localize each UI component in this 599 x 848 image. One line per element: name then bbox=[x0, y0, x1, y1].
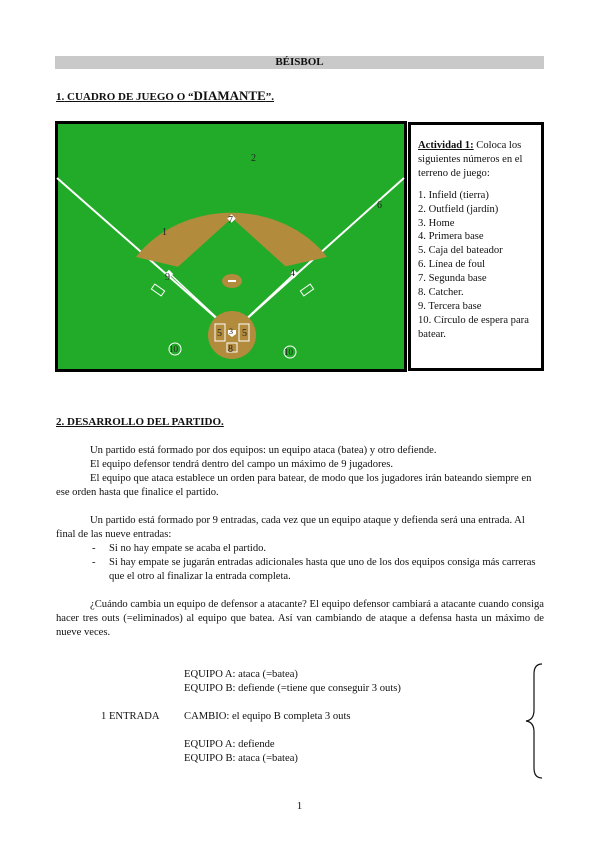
label-catcher: 8 bbox=[228, 344, 233, 355]
label-infield: 1 bbox=[162, 227, 167, 238]
activity-item: 9. Tercera base bbox=[418, 300, 482, 312]
paragraph-3: El equipo que ataca establece un orden para batear, de modo que los jugadores irán bateando siempre en ese orden hasta que finalice el partido. bbox=[56, 473, 532, 498]
bullet-dash: - bbox=[92, 557, 96, 568]
label-third-base: 9 bbox=[165, 272, 170, 283]
curly-brace bbox=[522, 662, 546, 780]
label-on-deck-left: 10 bbox=[169, 344, 178, 354]
bullet-text: Si no hay empate se acaba el partido. bbox=[109, 543, 267, 554]
activity-list bbox=[418, 189, 536, 342]
label-batter-box-right: 5 bbox=[242, 328, 247, 339]
bullet-dash: - bbox=[92, 543, 96, 554]
section-1-text: CUADRO DE JUEGO O “ bbox=[64, 91, 194, 103]
page-number: 1 bbox=[296, 800, 303, 812]
label-foul-line: 6 bbox=[377, 200, 382, 211]
scheme-line-2: EQUIPO B: defiende (=tiene que conseguir 3 outs) bbox=[184, 683, 401, 694]
paragraph-5: ¿Cuándo cambia un equipo de defensor a atacante? El equipo defensor cambiará a atacante cuando consiga hacer tres outs (=eliminados) al equipo que batea. Así van cambiando de ataque a defensa hasta un máximo de nueve veces. bbox=[56, 599, 544, 638]
activity-item: 7. Segunda base bbox=[418, 273, 487, 285]
section-1-emphasis: DIAMANTE bbox=[193, 88, 266, 103]
label-second-base: 7 bbox=[228, 215, 233, 226]
scheme-line-1: EQUIPO A: ataca (=batea) bbox=[184, 669, 298, 680]
activity-title: Actividad 1: bbox=[418, 140, 474, 151]
section-2-number: 2. bbox=[56, 416, 65, 428]
section-1-heading bbox=[56, 88, 274, 104]
activity-instructions: Coloca los siguientes números en el terreno de juego: bbox=[418, 140, 523, 179]
activity-item: 4. Primera base bbox=[418, 231, 484, 243]
activity-item: 8. Catcher. bbox=[418, 287, 464, 299]
activity-item: 2. Outfield (jardín) bbox=[418, 203, 499, 215]
activity-intro bbox=[418, 139, 536, 181]
bullet-text: Si hay empate se jugarán entradas adicionales hasta que uno de los dos equipos consiga más carreras que el otro al finalizar la entrada completa. bbox=[109, 557, 536, 582]
label-on-deck-right: 10 bbox=[284, 347, 293, 357]
document-title: BÉISBOL bbox=[55, 56, 544, 69]
label-home: 3 bbox=[229, 327, 233, 336]
paragraph-1: Un partido está formado por dos equipos: un equipo ataca (batea) y otro defiende. bbox=[90, 445, 437, 456]
section-2-heading bbox=[56, 416, 224, 428]
activity-box bbox=[408, 122, 544, 371]
activity-item: 10. Círculo de espera para batear. bbox=[418, 314, 529, 340]
section-1-text-end: ”. bbox=[265, 91, 274, 103]
section-2-text: DESARROLLO DEL PARTIDO. bbox=[64, 416, 224, 428]
paragraph-4: Un partido está formado por 9 entradas, cada vez que un equipo ataque y defienda será una entrada. Al final de las nueve entradas: bbox=[56, 515, 525, 540]
paragraph-2: El equipo defensor tendrá dentro del campo un máximo de 9 jugadores. bbox=[90, 459, 394, 470]
pitcher-rubber bbox=[228, 280, 236, 282]
activity-item: 5. Caja del bateador bbox=[418, 245, 503, 257]
activity-item: 1. Infield (tierra) bbox=[418, 189, 489, 201]
scheme-line-3: EQUIPO A: defiende bbox=[184, 739, 275, 750]
scheme-cambio: CAMBIO: el equipo B completa 3 outs bbox=[184, 711, 351, 722]
scheme-line-4: EQUIPO B: ataca (=batea) bbox=[184, 753, 298, 764]
section-1-number: 1. bbox=[56, 91, 65, 103]
label-outfield: 2 bbox=[251, 153, 256, 164]
label-first-base: 4 bbox=[290, 268, 295, 279]
baseball-diamond-diagram bbox=[55, 121, 407, 372]
activity-item: 6. Línea de foul bbox=[418, 259, 486, 271]
label-batter-box-left: 5 bbox=[217, 328, 222, 339]
scheme-entrada-label: 1 ENTRADA bbox=[101, 711, 160, 722]
activity-item: 3. Home bbox=[418, 217, 455, 229]
